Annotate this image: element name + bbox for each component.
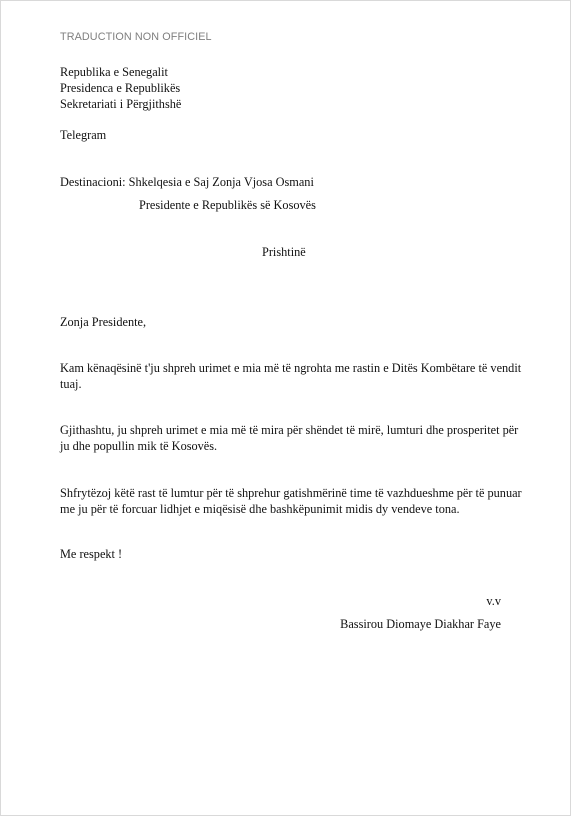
- paragraph-3-line-2: me ju për të forcuar lidhjet e miqësisë dhe bashkëpunimit midis dy vendeve tona.: [60, 502, 460, 516]
- recipient-city: Prishtinë: [262, 245, 306, 259]
- recipient-title: Presidente e Republikës së Kosovës: [139, 198, 316, 212]
- salutation: Zonja Presidente,: [60, 315, 147, 329]
- sender-presidency: Presidenca e Republikës: [60, 81, 181, 95]
- paragraph-2-line-2: ju dhe popullin mik të Kosovës.: [60, 439, 218, 453]
- translation-notice: TRADUCTION NON OFFICIEL: [60, 31, 212, 43]
- signatory-name: Bassirou Diomaye Diakhar Faye: [340, 617, 501, 631]
- document-type: Telegram: [60, 128, 107, 142]
- paragraph-1-line-2: tuaj.: [60, 377, 82, 391]
- recipient-name: Destinacioni: Shkelqesia e Saj Zonja Vjosa Osmani: [60, 175, 314, 189]
- signature-initials: v.v: [486, 594, 501, 608]
- sender-country: Republika e Senegalit: [60, 65, 168, 79]
- paragraph-1-line-1: Kam kënaqësinë t'ju shpreh urimet e mia më të ngrohta me rastin e Ditës Kombëtare të vendit: [60, 361, 522, 375]
- paragraph-2-line-1: Gjithashtu, ju shpreh urimet e mia më të mira për shëndet të mirë, lumturi dhe prosperitet për: [60, 423, 519, 437]
- closing: Me respekt !: [60, 547, 123, 561]
- paragraph-3-line-1: Shfrytëzoj këtë rast të lumtur për të shprehur gatishmërinë time të vazhdueshme për të punuar: [60, 486, 522, 500]
- sender-secretariat: Sekretariati i Përgjithshë: [60, 97, 182, 111]
